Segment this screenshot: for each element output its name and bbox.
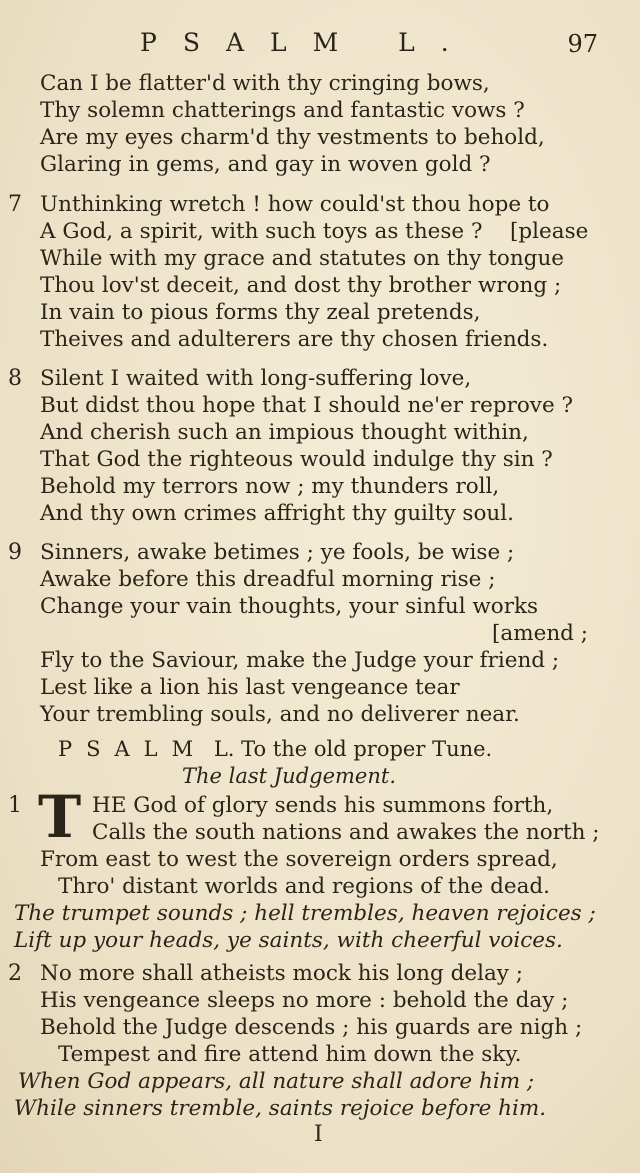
verse-line: Lest like a lion his last vengeance tear xyxy=(40,675,460,700)
page-header xyxy=(0,28,640,62)
verse-line: Thou lov'st deceit, and dost thy brother wrong ; xyxy=(40,273,562,298)
verse-line: 2 No more shall atheists mock his long delay ; xyxy=(8,961,523,986)
verse-line: Can I be flatter'd with thy cringing bows, xyxy=(40,71,490,96)
verse-number: 1 xyxy=(8,793,22,818)
verse-line: Your trembling souls, and no deliverer near. xyxy=(40,702,520,727)
verse-line: 8 Silent I waited with long-suffering love, xyxy=(8,366,472,391)
verse-line: Thro' distant worlds and regions of the dead. xyxy=(58,874,550,899)
verse-line: His vengeance sleeps no more : behold the day ; xyxy=(40,988,569,1013)
running-head: PSALM L. xyxy=(140,28,475,57)
verse-number: 8 xyxy=(8,366,22,391)
turnover-bracket: [please xyxy=(510,219,589,244)
signature-mark: I xyxy=(314,1122,323,1147)
verse-line: A God, a spirit, with such toys as these ? [please xyxy=(40,219,589,244)
verse-line: 1 HE God of glory sends his summons forth, xyxy=(8,793,554,818)
verse-line: Behold the Judge descends ; his guards are nigh ; xyxy=(40,1015,583,1040)
verse-line: While with my grace and statutes on thy tongue xyxy=(40,246,565,271)
verse-line: Tempest and fire attend him down the sky. xyxy=(58,1042,522,1067)
verse-line: And thy own crimes affright thy guilty soul. xyxy=(40,501,514,526)
verse-number: 7 xyxy=(8,192,22,217)
verse-number: 9 xyxy=(8,540,22,565)
verse-line: Theives and adulterers are thy chosen friends. xyxy=(40,327,549,352)
verse-line: Thy solemn chatterings and fantastic vows ? xyxy=(40,98,525,123)
verse-line: Glaring in gems, and gay in woven gold ? xyxy=(40,152,491,177)
psalm-subtitle: The last Judgement. xyxy=(182,764,396,788)
chorus-line: While sinners tremble, saints rejoice before him. xyxy=(14,1096,547,1121)
verse-line: But didst thou hope that I should ne'er reprove ? xyxy=(40,393,574,418)
verse-line: Change your vain thoughts, your sinful works xyxy=(40,594,539,619)
verse-number: 2 xyxy=(8,961,22,986)
chorus-line: The trumpet sounds ; hell trembles, heaven rejoices ; xyxy=(14,901,596,926)
drop-cap: T xyxy=(38,783,82,851)
chorus-line: Lift up your heads, ye saints, with cheerful voices. xyxy=(14,928,563,953)
chorus-line: When God appears, all nature shall adore him ; xyxy=(18,1069,535,1094)
verse-line: 9 Sinners, awake betimes ; ye fools, be wise ; xyxy=(8,540,515,565)
psalm-heading: PSALM L. To the old proper Tune. xyxy=(58,737,493,761)
verse-line: In vain to pious forms thy zeal pretends, xyxy=(40,300,481,325)
verse-line: And cherish such an impious thought within, xyxy=(40,420,529,445)
verse-line: From east to west the sovereign orders spread, xyxy=(40,847,558,872)
turnover-bracket: [amend ; xyxy=(492,621,589,646)
verse-line: Awake before this dreadful morning rise ; xyxy=(40,567,496,592)
verse-line: 7 Unthinking wretch ! how could'st thou hope to xyxy=(8,192,550,217)
verse-line: Calls the south nations and awakes the north ; xyxy=(92,820,600,845)
verse-line: Are my eyes charm'd thy vestments to behold, xyxy=(40,125,545,150)
verse-line xyxy=(0,620,640,647)
verse-line: Behold my terrors now ; my thunders roll, xyxy=(40,474,500,499)
page-number: 97 xyxy=(567,30,598,58)
verse-line: That God the righteous would indulge thy sin ? xyxy=(40,447,553,472)
verse-line: Fly to the Saviour, make the Judge your friend ; xyxy=(40,648,560,673)
